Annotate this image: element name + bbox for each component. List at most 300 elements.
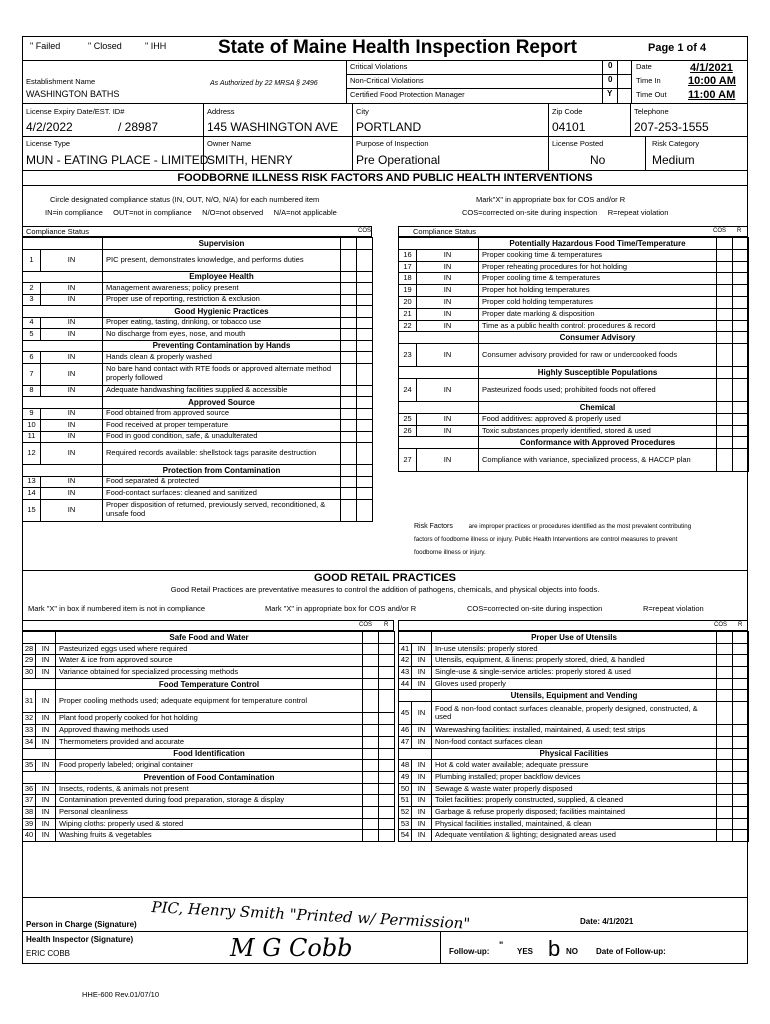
section-title: Approved Source (103, 397, 341, 409)
compliance-status[interactable]: IN (36, 736, 56, 748)
section-box (717, 401, 733, 413)
fbi-right-table (398, 237, 749, 472)
repeat-checkbox[interactable] (379, 643, 395, 655)
section-header-row (23, 340, 373, 352)
repeat-checkbox[interactable] (357, 249, 373, 271)
compliance-status[interactable]: IN (417, 249, 479, 261)
repeat-checkbox[interactable] (733, 285, 749, 297)
cos-checkbox[interactable] (717, 760, 733, 772)
repeat-checkbox[interactable] (379, 795, 395, 807)
compliance-status[interactable]: IN (417, 449, 479, 472)
compliance-item-row (23, 443, 373, 465)
repeat-checkbox[interactable] (357, 385, 373, 397)
compliance-status[interactable]: IN (41, 488, 103, 500)
compliance-status[interactable]: IN (412, 771, 432, 783)
compliance-status[interactable]: IN (41, 249, 103, 271)
compliance-item-row (399, 667, 749, 679)
cos-checkbox[interactable] (363, 643, 379, 655)
risk-note-body: are improper practices or procedures identified as the most prevalent contributing factors of foodborne illness or injury. Public Health Interventions are control measures to prevent foodborne illness or injury. (414, 523, 692, 556)
license-expiry: 4/2/2022 (26, 120, 73, 134)
repeat-checkbox[interactable] (357, 294, 373, 306)
cos-checkbox[interactable] (341, 329, 357, 341)
item-number: 38 (23, 806, 36, 818)
compliance-status[interactable]: IN (36, 725, 56, 737)
compliance-status[interactable]: IN (41, 294, 103, 306)
cos-checkbox[interactable] (363, 725, 379, 737)
compliance-status[interactable]: IN (36, 713, 56, 725)
item-number: 4 (23, 317, 41, 329)
compliance-status[interactable]: IN (36, 818, 56, 830)
right-r-label: R (737, 228, 742, 234)
owner: SMITH, HENRY (207, 153, 293, 167)
compliance-status[interactable]: IN (412, 702, 432, 725)
item-description: Physical facilities installed, maintained, & clean (432, 818, 717, 830)
section-box (717, 690, 733, 702)
section-box (357, 238, 373, 250)
section-box (733, 748, 749, 760)
repeat-checkbox[interactable] (379, 725, 395, 737)
cos-checkbox[interactable] (717, 261, 733, 273)
cos-checkbox[interactable] (717, 702, 733, 725)
repeat-checkbox[interactable] (733, 771, 749, 783)
repeat-checkbox[interactable] (379, 830, 395, 842)
cos-checkbox[interactable] (717, 449, 733, 472)
cos-checkbox[interactable] (717, 806, 733, 818)
item-description: Approved thawing methods used (56, 725, 363, 737)
compliance-status[interactable]: IN (41, 363, 103, 385)
compliance-status[interactable]: IN (417, 413, 479, 425)
authorized-text: As Authorized by 22 MRSA § 2496 (210, 80, 318, 87)
compliance-status[interactable]: IN (412, 678, 432, 690)
risk-factors-note (414, 520, 700, 559)
compliance-item-row (399, 806, 749, 818)
city-label: City (356, 107, 369, 116)
cos-checkbox[interactable] (717, 643, 733, 655)
section-spacer (399, 748, 432, 760)
cos-checkbox[interactable] (341, 249, 357, 271)
compliance-status[interactable]: IN (36, 655, 56, 667)
repeat-checkbox[interactable] (357, 420, 373, 432)
section-spacer (23, 306, 103, 318)
ihh-checkbox[interactable]: " IHH (145, 41, 167, 51)
item-description: Proper eating, tasting, drinking, or tobacco use (103, 317, 341, 329)
cos-checkbox[interactable] (363, 783, 379, 795)
section-title: Highly Susceptible Populations (479, 367, 717, 379)
followup-no-checkbox[interactable]: b (548, 936, 561, 961)
item-description: Consumer advisory provided for raw or undercooked foods (479, 344, 717, 367)
compliance-item-row (23, 713, 395, 725)
repeat-checkbox[interactable] (733, 760, 749, 772)
followup-yes-checkbox[interactable]: " (499, 940, 504, 950)
cos-checkbox[interactable] (363, 690, 379, 713)
pic-signature-date: Date: 4/1/2021 (580, 917, 634, 926)
repeat-checkbox[interactable] (357, 488, 373, 500)
section-header-row (23, 397, 373, 409)
cos-checkbox[interactable] (363, 713, 379, 725)
item-number: 16 (399, 249, 417, 261)
zip: 04101 (552, 120, 586, 134)
item-number: 44 (399, 678, 412, 690)
cos-checkbox[interactable] (717, 818, 733, 830)
item-description: Contamination prevented during food preparation, storage & display (56, 795, 363, 807)
compliance-item-row (23, 283, 373, 295)
repeat-checkbox[interactable] (357, 431, 373, 443)
section-title: Food Identification (56, 748, 363, 760)
section-header-row (399, 437, 749, 449)
repeat-checkbox[interactable] (379, 760, 395, 772)
repeat-checkbox[interactable] (357, 443, 373, 465)
compliance-status[interactable]: IN (41, 443, 103, 465)
cfpm-label: Certified Food Protection Manager (350, 90, 465, 99)
cos-checkbox[interactable] (341, 294, 357, 306)
cos-checkbox[interactable] (717, 273, 733, 285)
repeat-checkbox[interactable] (379, 806, 395, 818)
section-title: Physical Facilities (432, 748, 717, 760)
compliance-status[interactable]: IN (417, 320, 479, 332)
item-description: Proper cooling methods used; adequate equipment for temperature control (56, 690, 363, 713)
cos-checkbox[interactable] (341, 443, 357, 465)
section-header-row (399, 632, 749, 644)
compliance-item-row (23, 363, 373, 385)
item-description: Single-use & single-service articles: properly stored & used (432, 667, 717, 679)
section-box (363, 632, 379, 644)
cos-checkbox[interactable] (717, 249, 733, 261)
compliance-item-row (399, 261, 749, 273)
cos-checkbox[interactable] (363, 795, 379, 807)
repeat-checkbox[interactable] (733, 296, 749, 308)
purpose-label: Purpose of Inspection (356, 139, 429, 148)
cos-checkbox[interactable] (341, 363, 357, 385)
item-number: 49 (399, 771, 412, 783)
repeat-checkbox[interactable] (733, 806, 749, 818)
item-description: Wiping cloths: properly used & stored (56, 818, 363, 830)
cos-checkbox[interactable] (341, 488, 357, 500)
section-spacer (399, 367, 479, 379)
compliance-item-row (399, 702, 749, 725)
repeat-checkbox[interactable] (733, 425, 749, 437)
repeat-checkbox[interactable] (733, 249, 749, 261)
compliance-status[interactable]: IN (36, 667, 56, 679)
pic-signature[interactable]: PIC, Henry Smith "Printed w/ Permission" (151, 898, 471, 933)
compliance-item-row (23, 783, 395, 795)
compliance-item-row (23, 476, 373, 488)
section-header-row (399, 690, 749, 702)
section-spacer (399, 401, 479, 413)
compliance-status[interactable]: IN (412, 667, 432, 679)
cos-checkbox[interactable] (341, 420, 357, 432)
cos-checkbox[interactable] (717, 285, 733, 297)
cos-checkbox[interactable] (717, 308, 733, 320)
closed-checkbox[interactable]: " Closed (88, 41, 122, 51)
item-number: 46 (399, 725, 412, 737)
section-title: Good Hygienic Practices (103, 306, 341, 318)
compliance-status[interactable]: IN (41, 408, 103, 420)
cos-checkbox[interactable] (717, 678, 733, 690)
cos-checkbox[interactable] (717, 296, 733, 308)
item-description: Personal cleanliness (56, 806, 363, 818)
item-description: Washing fruits & vegetables (56, 830, 363, 842)
cos-checkbox[interactable] (717, 725, 733, 737)
item-number: 17 (399, 261, 417, 273)
repeat-checkbox[interactable] (357, 363, 373, 385)
item-number: 25 (399, 413, 417, 425)
compliance-status[interactable]: IN (417, 261, 479, 273)
cos-checkbox[interactable] (717, 667, 733, 679)
item-description: Toxic substances properly identified, stored & used (479, 425, 717, 437)
owner-label: Owner Name (207, 139, 252, 148)
section-box (379, 748, 395, 760)
grp-right-header (398, 620, 748, 631)
item-number: 39 (23, 818, 36, 830)
compliance-item-row (23, 329, 373, 341)
compliance-status[interactable]: IN (41, 385, 103, 397)
item-description: Pasteurized foods used; prohibited foods not offered (479, 378, 717, 401)
section-header-row (23, 306, 373, 318)
cos-checkbox[interactable] (717, 783, 733, 795)
repeat-checkbox[interactable] (357, 408, 373, 420)
repeat-checkbox[interactable] (733, 449, 749, 472)
repeat-checkbox[interactable] (733, 261, 749, 273)
item-number: 40 (23, 830, 36, 842)
section-spacer (399, 690, 432, 702)
compliance-status[interactable]: IN (36, 783, 56, 795)
cos-checkbox[interactable] (363, 655, 379, 667)
right-compliance-status: Compliance Status (413, 227, 476, 236)
section-box (357, 397, 373, 409)
item-number: 9 (23, 408, 41, 420)
repeat-checkbox[interactable] (733, 643, 749, 655)
repeat-checkbox[interactable] (733, 344, 749, 367)
section-title: Chemical (479, 401, 717, 413)
compliance-status[interactable]: IN (417, 296, 479, 308)
repeat-checkbox[interactable] (379, 818, 395, 830)
repeat-checkbox[interactable] (733, 725, 749, 737)
repeat-checkbox[interactable] (357, 476, 373, 488)
establishment-label: Establishment Name (26, 77, 96, 86)
repeat-checkbox[interactable] (733, 667, 749, 679)
compliance-status[interactable]: IN (417, 308, 479, 320)
section-header-row (399, 401, 749, 413)
compliance-status[interactable]: IN (412, 783, 432, 795)
compliance-status[interactable]: IN (36, 690, 56, 713)
cos-checkbox[interactable] (717, 378, 733, 401)
cos-checkbox[interactable] (363, 830, 379, 842)
cos-checkbox[interactable] (717, 344, 733, 367)
repeat-checkbox[interactable] (733, 818, 749, 830)
cos-checkbox[interactable] (717, 830, 733, 842)
repeat-checkbox[interactable] (357, 352, 373, 364)
repeat-checkbox[interactable] (733, 736, 749, 748)
followup-yes-label: YES (517, 947, 534, 956)
compliance-status[interactable]: IN (36, 643, 56, 655)
section-title: Utensils, Equipment and Vending (432, 690, 717, 702)
cos-checkbox[interactable] (717, 413, 733, 425)
compliance-status[interactable]: IN (41, 317, 103, 329)
compliance-status[interactable]: IN (41, 283, 103, 295)
cos-checkbox[interactable] (341, 385, 357, 397)
item-description: Proper hot holding temperatures (479, 285, 717, 297)
repeat-checkbox[interactable] (733, 308, 749, 320)
form-number: HHE-600 Rev.01/07/10 (82, 990, 159, 999)
followup-label: Follow-up: (449, 947, 490, 956)
section-box (717, 437, 733, 449)
item-description: Compliance with variance, specialized process, & HACCP plan (479, 449, 717, 472)
item-description: Proper cold holding temperatures (479, 296, 717, 308)
cos-checkbox[interactable] (363, 760, 379, 772)
compliance-status[interactable]: IN (36, 806, 56, 818)
item-number: 47 (399, 736, 412, 748)
section-spacer (23, 271, 103, 283)
repeat-checkbox[interactable] (733, 378, 749, 401)
cos-checkbox[interactable] (717, 795, 733, 807)
section-box (341, 397, 357, 409)
compliance-status[interactable]: IN (412, 795, 432, 807)
license-posted: No (590, 153, 606, 167)
timein-label: Time In (636, 76, 661, 85)
repeat-checkbox[interactable] (357, 499, 373, 521)
compliance-status[interactable]: IN (41, 499, 103, 521)
compliance-item-row (23, 806, 395, 818)
inspector-signature-label: Health Inspector (Signature) (26, 935, 134, 944)
cos-checkbox[interactable] (341, 431, 357, 443)
left-cos-label: COS (358, 228, 372, 234)
compliance-item-row (23, 420, 373, 432)
section-box (717, 332, 733, 344)
compliance-item-row (399, 795, 749, 807)
repeat-checkbox[interactable] (357, 329, 373, 341)
repeat-checkbox[interactable] (733, 702, 749, 725)
compliance-status[interactable]: IN (417, 378, 479, 401)
repeat-checkbox[interactable] (733, 273, 749, 285)
compliance-status[interactable]: IN (412, 736, 432, 748)
cos-checkbox[interactable] (341, 499, 357, 521)
repeat-checkbox[interactable] (733, 795, 749, 807)
compliance-status[interactable]: IN (41, 420, 103, 432)
section-header-row (23, 771, 395, 783)
section-box (341, 340, 357, 352)
repeat-checkbox[interactable] (357, 317, 373, 329)
repeat-checkbox[interactable] (357, 283, 373, 295)
failed-checkbox[interactable]: " Failed (30, 41, 61, 51)
compliance-status[interactable]: IN (36, 760, 56, 772)
section-box (341, 465, 357, 477)
cos-checkbox[interactable] (363, 818, 379, 830)
section-header-row (399, 367, 749, 379)
repeat-checkbox[interactable] (733, 783, 749, 795)
item-description: Proper cooling time & temperatures (479, 273, 717, 285)
cos-checkbox[interactable] (341, 283, 357, 295)
cos-checkbox[interactable] (717, 771, 733, 783)
repeat-checkbox[interactable] (733, 678, 749, 690)
compliance-status[interactable]: IN (41, 476, 103, 488)
compliance-status[interactable]: IN (41, 431, 103, 443)
compliance-status[interactable]: IN (417, 285, 479, 297)
section-header-row (399, 748, 749, 760)
section-box (357, 271, 373, 283)
item-description: Proper use of reporting, restriction & exclusion (103, 294, 341, 306)
item-number: 29 (23, 655, 36, 667)
compliance-status[interactable]: IN (412, 760, 432, 772)
compliance-status[interactable]: IN (412, 806, 432, 818)
cos-checkbox[interactable] (717, 425, 733, 437)
section-box (717, 367, 733, 379)
cos-checkbox[interactable] (363, 806, 379, 818)
cos-checkbox[interactable] (341, 317, 357, 329)
compliance-item-row (23, 690, 395, 713)
compliance-status[interactable]: IN (41, 329, 103, 341)
cos-checkbox[interactable] (363, 667, 379, 679)
repeat-checkbox[interactable] (379, 713, 395, 725)
compliance-status[interactable]: IN (36, 830, 56, 842)
repeat-checkbox[interactable] (733, 830, 749, 842)
fbi-banner: FOODBORNE ILLNESS RISK FACTORS AND PUBLIC HEALTH INTERVENTIONS (22, 170, 748, 186)
item-number: 12 (23, 443, 41, 465)
city: PORTLAND (356, 120, 422, 134)
repeat-checkbox[interactable] (379, 655, 395, 667)
compliance-status[interactable]: IN (412, 830, 432, 842)
compliance-item-row (399, 308, 749, 320)
compliance-status[interactable]: IN (41, 352, 103, 364)
item-description: Required records available: shellstock tags parasite destruction (103, 443, 341, 465)
repeat-checkbox[interactable] (379, 783, 395, 795)
compliance-status[interactable]: IN (36, 795, 56, 807)
compliance-status[interactable]: IN (412, 725, 432, 737)
item-number: 42 (399, 655, 412, 667)
repeat-checkbox[interactable] (379, 736, 395, 748)
risk-note-title: Risk Factors (414, 523, 453, 530)
item-description: Food properly labeled; original container (56, 760, 363, 772)
repeat-checkbox[interactable] (733, 320, 749, 332)
cos-checkbox[interactable] (341, 476, 357, 488)
fbi-legend-1: IN=in compliance OUT=not in compliance N/O=not observed N/A=not applicable (45, 208, 337, 217)
item-description: Food separated & protected (103, 476, 341, 488)
item-description: Garbage & refuse properly disposed; facilities maintained (432, 806, 717, 818)
item-description: Variance obtained for specialized processing methods (56, 667, 363, 679)
cos-checkbox[interactable] (717, 736, 733, 748)
item-number: 11 (23, 431, 41, 443)
compliance-status[interactable]: IN (417, 425, 479, 437)
ihh-label: IHH (150, 41, 167, 51)
item-description: Adequate ventilation & lighting; designated areas used (432, 830, 717, 842)
section-title: Food Temperature Control (56, 678, 363, 690)
item-description: Non-food contact surfaces clean (432, 736, 717, 748)
cos-checkbox[interactable] (363, 736, 379, 748)
section-box (717, 238, 733, 250)
repeat-checkbox[interactable] (379, 667, 395, 679)
license-posted-label: License Posted (552, 139, 604, 148)
compliance-item-row (23, 655, 395, 667)
compliance-item-row (23, 431, 373, 443)
cos-checkbox[interactable] (717, 655, 733, 667)
section-header-row (399, 238, 749, 250)
cos-checkbox[interactable] (341, 408, 357, 420)
compliance-status[interactable]: IN (417, 344, 479, 367)
compliance-status[interactable]: IN (412, 818, 432, 830)
item-number: 18 (399, 273, 417, 285)
compliance-status[interactable]: IN (417, 273, 479, 285)
timein-value: 10:00 AM (688, 75, 736, 87)
repeat-checkbox[interactable] (733, 413, 749, 425)
repeat-checkbox[interactable] (379, 690, 395, 713)
inspector-signature[interactable]: M G Cobb (230, 934, 353, 962)
cos-checkbox[interactable] (717, 320, 733, 332)
repeat-checkbox[interactable] (733, 655, 749, 667)
grp-right-cos-label: COS (714, 622, 728, 628)
section-title: Conformance with Approved Procedures (479, 437, 717, 449)
compliance-status[interactable]: IN (412, 643, 432, 655)
cos-checkbox[interactable] (341, 352, 357, 364)
compliance-status[interactable]: IN (412, 655, 432, 667)
